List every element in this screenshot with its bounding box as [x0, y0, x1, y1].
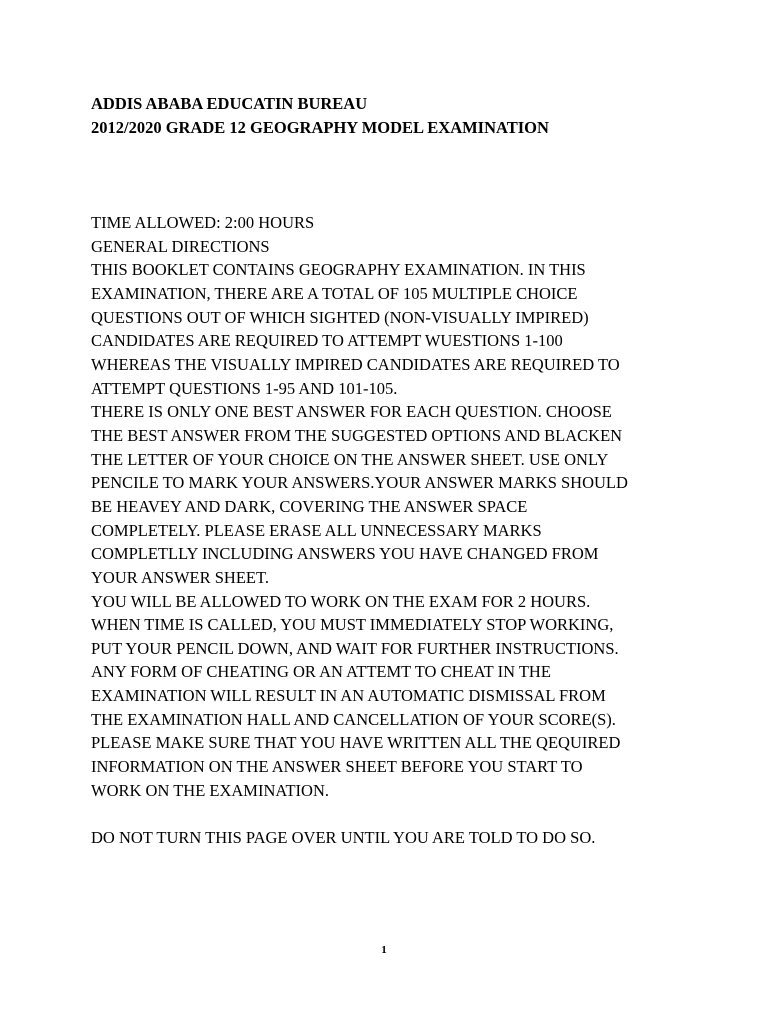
body-line: CANDIDATES ARE REQUIRED TO ATTEMPT WUESTIONS 1-100: [91, 331, 563, 351]
document-header: [91, 92, 731, 140]
body-line: ATTEMPT QUESTIONS 1-95 AND 101-105.: [91, 378, 398, 398]
general-directions-body: [91, 211, 731, 850]
time-allowed-line: TIME ALLOWED: 2:00 HOURS: [91, 213, 315, 232]
body-line: COMPLETLLY INCLUDING ANSWERS YOU HAVE CHANGED FROM: [91, 544, 599, 564]
body-line: COMPLETELY. PLEASE ERASE ALL UNNECESSARY MARKS: [91, 520, 542, 540]
body-line: INFORMATION ON THE ANSWER SHEET BEFORE YOU START TO: [91, 757, 583, 777]
body-line: ANY FORM OF CHEATING OR AN ATTEMT TO CHEAT IN THE: [91, 662, 551, 682]
body-line: PLEASE MAKE SURE THAT YOU HAVE WRITTEN ALL THE QEQUIRED: [91, 733, 621, 753]
body-line: EXAMINATION, THERE ARE A TOTAL OF 105 MULTIPLE CHOICE: [91, 283, 578, 303]
body-line: QUESTIONS OUT OF WHICH SIGHTED (NON-VISUALLY IMPIRED): [91, 307, 589, 327]
bureau-title: ADDIS ABABA EDUCATIN BUREAU: [91, 94, 368, 113]
general-directions-heading: GENERAL DIRECTIONS: [91, 236, 270, 256]
body-line: THE LETTER OF YOUR CHOICE ON THE ANSWER SHEET. USE ONLY: [91, 449, 609, 469]
body-line: THERE IS ONLY ONE BEST ANSWER FOR EACH QUESTION. CHOOSE: [91, 402, 612, 422]
final-instruction: DO NOT TURN THIS PAGE OVER UNTIL YOU ARE TOLD TO DO SO.: [91, 828, 596, 848]
body-line: WORK ON THE EXAMINATION.: [91, 780, 330, 800]
body-line: THE BEST ANSWER FROM THE SUGGESTED OPTIONS AND BLACKEN: [91, 425, 623, 445]
body-line: BE HEAVEY AND DARK, COVERING THE ANSWER SPACE: [91, 496, 528, 516]
body-line: THE EXAMINATION HALL AND CANCELLATION OF YOUR SCORE(S).: [91, 709, 616, 729]
body-line: PENCILE TO MARK YOUR ANSWERS.YOUR ANSWER MARKS SHOULD: [91, 473, 628, 493]
body-line: THIS BOOKLET CONTAINS GEOGRAPHY EXAMINATION. IN THIS: [91, 260, 586, 280]
paragraph-gap: [91, 802, 731, 826]
body-line: PUT YOUR PENCIL DOWN, AND WAIT FOR FURTHER INSTRUCTIONS.: [91, 638, 619, 658]
body-line: WHEN TIME IS CALLED, YOU MUST IMMEDIATELY STOP WORKING,: [91, 615, 614, 635]
body-line: WHEREAS THE VISUALLY IMPIRED CANDIDATES ARE REQUIRED TO: [91, 354, 620, 374]
body-line: EXAMINATION WILL RESULT IN AN AUTOMATIC DISMISSAL FROM: [91, 686, 606, 706]
exam-title: 2012/2020 GRADE 12 GEOGRAPHY MODEL EXAMINATION: [91, 118, 549, 137]
body-line: YOU WILL BE ALLOWED TO WORK ON THE EXAM FOR 2 HOURS.: [91, 591, 591, 611]
page-number: 1: [381, 944, 387, 956]
body-line: YOUR ANSWER SHEET.: [91, 567, 269, 587]
